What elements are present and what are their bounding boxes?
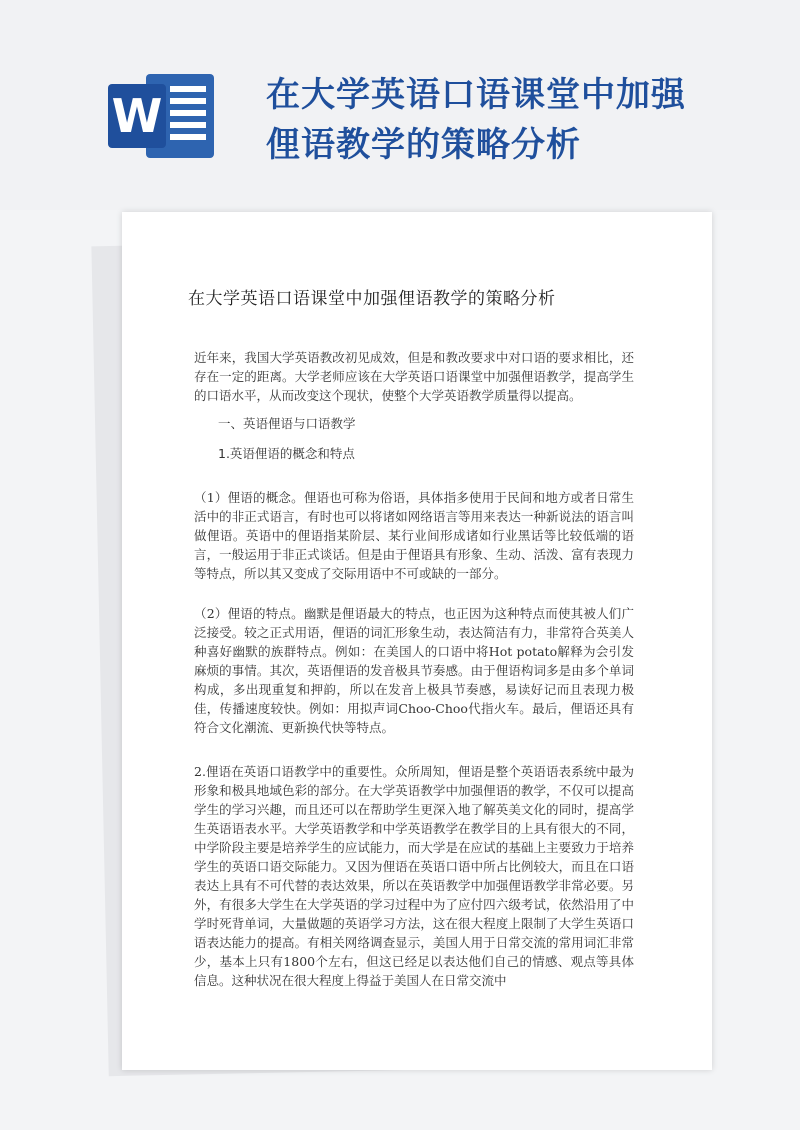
word-document-icon <box>108 74 214 158</box>
body-paragraph: （2）俚语的特点。幽默是俚语最大的特点，也正因为这种特点而使其被人们广泛接受。较之正式用语，俚语的词汇形象生动，表达简洁有力，非常符合英美人种喜好幽默的族群特点。例如：在美国人的口语中将Hot potato解释为会引发麻烦的事情。其次，英语俚语的发音极具节奏感。由于俚语构词多是由多个单词构成，多出现重复和押韵，所以在发音上极具节奏感，易读好记而且表现力极佳，传播速度较快。例如：用拟声词Choo-Choo代指火车。最后，俚语还具有符合文化潮流、更新换代快等特点。 <box>194 606 634 735</box>
word-icon-letter: W <box>108 84 166 148</box>
header-title: 在大学英语口语课堂中加强俚语教学的策略分析 <box>266 75 686 165</box>
intro-paragraph: 近年来，我国大学英语教改初见成效，但是和教改要求中对口语的要求相比，还存在一定的距离。大学老师应该在大学英语口语课堂中加强俚语教学，提高学生的口语水平，从而改变这个现状，使整个大学英语教学质量得以提高。 <box>194 350 634 403</box>
body-paragraph: （1）俚语的概念。俚语也可称为俗语，具体指多使用于民间和地方或者日常生活中的非正式语言，有时也可以将诸如网络语言等用来表达一种新说法的语言叫做俚语。英语中的俚语指某阶层、某行业间形成诸如行业黑话等比较低端的语言，一般运用于非正式谈话。但是由于俚语具有形象、生动、活泼、富有表现力等特点，所以其又变成了交际用语中不可或缺的一部分。 <box>194 490 634 581</box>
paper-title: 在大学英语口语课堂中加强俚语教学的策略分析 <box>188 289 556 309</box>
document-header <box>0 0 800 210</box>
section-heading: 一、英语俚语与口语教学 <box>218 416 356 431</box>
document-page <box>122 212 712 1070</box>
body-paragraph: 2.俚语在英语口语教学中的重要性。众所周知，俚语是整个英语语表系统中最为形象和极具地域色彩的部分。在大学英语教学中加强俚语的教学，不仅可以提高学生的学习兴趣，而且还可以在帮助学生更深入地了解英美文化的同时，提高学生英语语表水平。大学英语教学和中学英语教学在教学目的上具有很大的不同，中学阶段主要是培养学生的应试能力，而大学是在应试的基础上主要致力于培养学生的英语口语交际能力。又因为俚语在英语口语中所占比例较大，而且在口语表达上具有不可代替的表达效果，所以在英语教学中加强俚语教学非常必要。另外，有很多大学生在大学英语的学习过程中为了应付四六级考试，依然沿用了中学时死背单词，大量做题的英语学习方法，这在很大程度上限制了大学生英语口语表达能力的提高。有相关网络调查显示，美国人用于日常交流的常用词汇非常少，基本上只有1800个左右，但这已经足以表达他们自己的情感、观点等具体信息。这种状况在很大程度上得益于美国人在日常交流中 <box>194 764 634 988</box>
subsection-heading: 1.英语俚语的概念和特点 <box>218 446 355 461</box>
